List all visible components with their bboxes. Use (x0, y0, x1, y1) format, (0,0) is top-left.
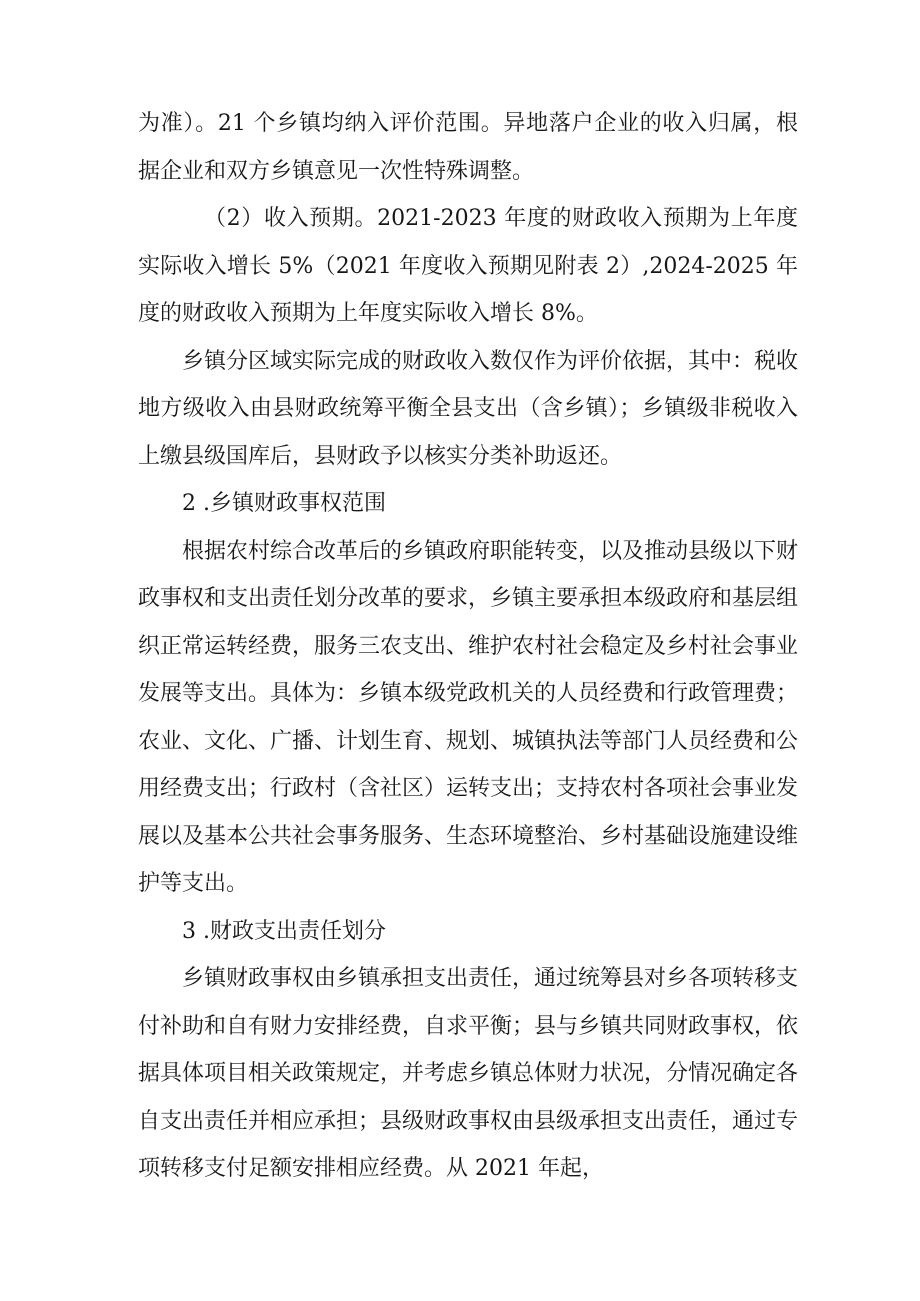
paragraph-income-expectation: （2）收入预期。2021-2023 年度的财政收入预期为上年度实际收入增长 5%（2021 年度收入预期见附表 2）,2024-2025 年度的财政收入预期为上年度实际收入增长 8%。 (138, 206, 798, 326)
document-body (138, 100, 798, 1193)
paragraph-continuation: 为准）。21 个乡镇均纳入评价范围。异地落户企业的收入归属，根据企业和双方乡镇意见一次性特殊调整。 (138, 111, 798, 184)
paragraph-expenditure-responsibility: 乡镇财政事权由乡镇承担支出责任，通过统筹县对乡各项转移支付补助和自有财力安排经费，自求平衡；县与乡镇共同财政事权，依据具体项目相关政策规定，并考虑乡镇总体财力状况，分情况确定各自支出责任并相应承担；县级财政事权由县级承担支出责任，通过专项转移支付足额安排相应经费。从 2021 年起， (138, 966, 799, 1181)
paragraph-evaluation-basis: 乡镇分区域实际完成的财政收入数仅作为评价依据，其中：税收地方级收入由县财政统筹平衡全县支出（含乡镇）；乡镇级非税收入上缴县级国库后，县财政予以核实分类补助返还。 (138, 348, 799, 469)
section-heading-fiscal-authority: 2 .乡镇财政事权范围 (182, 491, 386, 516)
section-heading-expenditure-responsibility: 3 .财政支出责任划分 (182, 918, 386, 944)
paragraph-fiscal-authority: 根据农村综合改革后的乡镇政府职能转变，以及推动县级以下财政事权和支出责任划分改革的要求，乡镇主要承担本级政府和基层组织正常运转经费，服务三农支出、维护农村社会稳定及乡村社会事业发展等支出。具体为：乡镇本级党政机关的人员经费和行政管理费；农业、文化、广播、计划生育、规划、城镇执法等部门人员经费和公用经费支出；行政村（含社区）运转支出；支持农村各项社会事业发展以及基本公共社会事务服务、生态环境整治、乡村基础设施建设维护等支出。 (138, 538, 799, 896)
